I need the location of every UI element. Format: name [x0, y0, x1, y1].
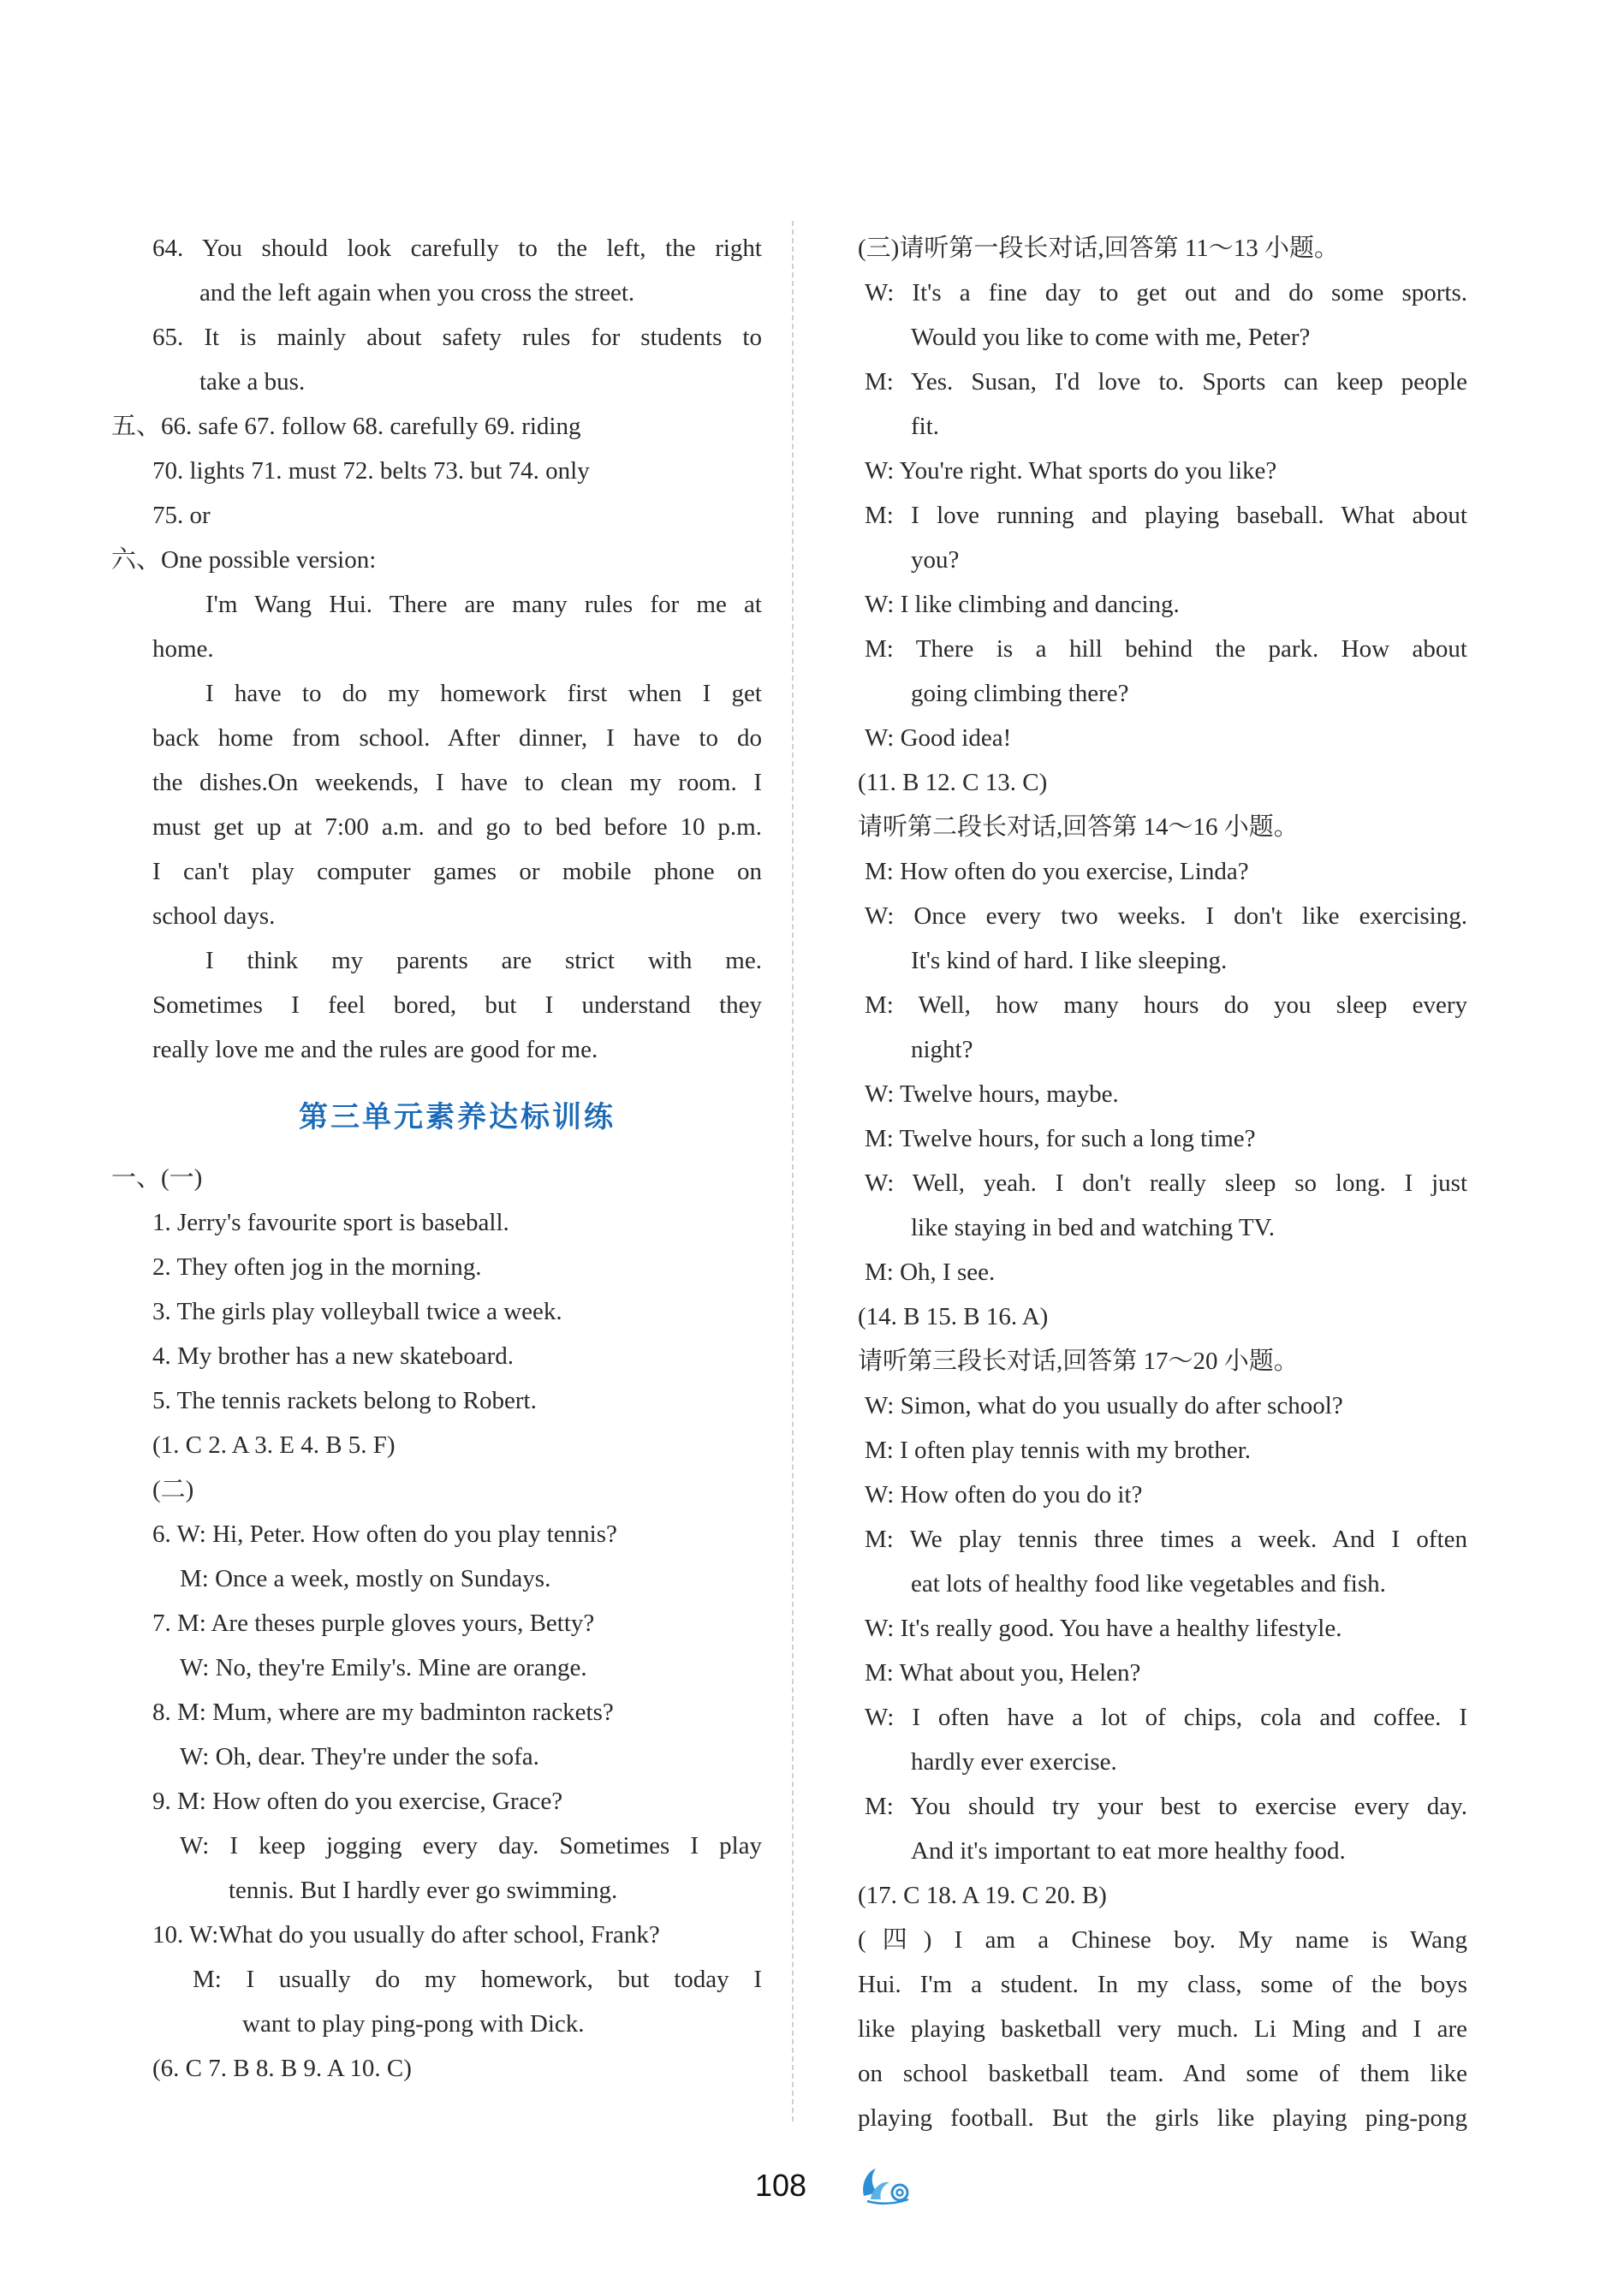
text-line: and the left again when you cross the street. — [199, 279, 635, 306]
text-line: W: I keep jogging every day. Sometimes I play — [180, 1832, 762, 1860]
text-line: 1. Jerry's favourite sport is baseball. — [152, 1209, 509, 1236]
left-column — [111, 226, 762, 2091]
text-line: night? — [911, 1036, 973, 1063]
text-line: W: You're right. What sports do you like? — [865, 457, 1277, 485]
text-line: M: Once a week, mostly on Sundays. — [180, 1565, 551, 1592]
text-line: W: Simon, what do you usually do after school? — [865, 1392, 1343, 1419]
text-line: like staying in bed and watching TV. — [911, 1214, 1276, 1241]
text-line: 8. M: Mum, where are my badminton rackets? — [152, 1699, 614, 1726]
text-line: playing football. But the girls like playing ping-pong — [858, 2104, 1467, 2132]
text-line: 9. M: How often do you exercise, Grace? — [152, 1788, 563, 1815]
text-line: (二) — [152, 1476, 194, 1503]
text-line: W: Once every two weeks. I don't like exercising. — [865, 902, 1467, 930]
text-line: M: How often do you exercise, Linda? — [865, 858, 1249, 885]
text-line: W: How often do you do it? — [865, 1481, 1143, 1508]
page-number: 108 — [755, 2168, 807, 2203]
text-line: want to play ping-pong with Dick. — [242, 2010, 585, 2038]
swirl-logo-icon — [859, 2162, 919, 2211]
text-line: fit. — [911, 413, 940, 440]
text-line: like playing basketball very much. Li Ming and I are — [858, 2015, 1467, 2043]
text-line: really love me and the rules are good for me. — [152, 1036, 598, 1063]
text-line: (三)请听第一段长对话,回答第 11～13 小题。 — [858, 235, 1339, 262]
right-column — [858, 226, 1467, 2140]
text-line: 五、66. safe 67. follow 68. carefully 69. riding — [111, 413, 581, 440]
text-line: 64. You should look carefully to the left, the right — [152, 235, 762, 262]
text-line: 65. It is mainly about safety rules for students to — [152, 324, 762, 351]
text-line: you? — [911, 546, 960, 574]
text-line: Hui. I'm a student. In my class, some of the boys — [858, 1971, 1467, 1998]
text-line: 一、(一) — [111, 1164, 203, 1192]
text-line: 六、One possible version: — [111, 546, 377, 574]
text-line: W: No, they're Emily's. Mine are orange. — [180, 1654, 587, 1681]
text-line: And it's important to eat more healthy food. — [911, 1837, 1346, 1865]
text-line: W: I like climbing and dancing. — [865, 591, 1180, 618]
text-line: M: You should try your best to exercise every day. — [865, 1793, 1467, 1820]
text-line: W: Oh, dear. They're under the sofa. — [180, 1743, 539, 1770]
text-line: 6. W: Hi, Peter. How often do you play tennis? — [152, 1520, 617, 1548]
text-line: W: Well, yeah. I don't really sleep so long. I just — [865, 1169, 1467, 1197]
text-line: going climbing there? — [911, 680, 1129, 707]
text-line: I think my parents are strict with me. — [205, 947, 762, 974]
text-line: 70. lights 71. must 72. belts 73. but 74. only — [152, 457, 590, 485]
text-line: M: Yes. Susan, I'd love to. Sports can keep people — [865, 368, 1467, 396]
text-line: 3. The girls play volleyball twice a week. — [152, 1298, 562, 1325]
column-divider — [792, 221, 794, 2121]
text-line: back home from school. After dinner, I have to do — [152, 724, 762, 752]
text-line: take a bus. — [199, 368, 306, 396]
text-line: M: We play tennis three times a week. And I often — [865, 1526, 1467, 1553]
text-line: 5. The tennis rackets belong to Robert. — [152, 1387, 537, 1414]
text-line: W: Good idea! — [865, 724, 1012, 752]
text-line: M: There is a hill behind the park. How about — [865, 635, 1467, 663]
text-line: W: It's really good. You have a healthy lifestyle. — [865, 1615, 1342, 1642]
text-line: I have to do my homework first when I get — [205, 680, 762, 707]
text-line: 请听第二段长对话,回答第 14～16 小题。 — [858, 813, 1299, 841]
text-line: eat lots of healthy food like vegetables and fish. — [911, 1570, 1386, 1598]
text-line: Would you like to come with me, Peter? — [911, 324, 1311, 351]
text-line: (11. B 12. C 13. C) — [858, 769, 1048, 796]
text-line: I'm Wang Hui. There are many rules for me at — [205, 591, 762, 618]
text-line: W: Twelve hours, maybe. — [865, 1080, 1119, 1108]
spacer — [111, 1072, 762, 1079]
text-line: 2. They often jog in the morning. — [152, 1253, 482, 1281]
text-line: I can't play computer games or mobile phone on — [152, 858, 762, 885]
text-line: 请听第三段长对话,回答第 17～20 小题。 — [858, 1348, 1299, 1375]
text-line: It's kind of hard. I like sleeping. — [911, 947, 1228, 974]
text-line: 75. or — [152, 502, 211, 529]
text-line: W: It's a fine day to get out and do some sports. — [865, 279, 1467, 306]
text-line: (6. C 7. B 8. B 9. A 10. C) — [152, 2055, 412, 2082]
text-line: Sometimes I feel bored, but I understand they — [152, 991, 762, 1019]
text-line: M: Twelve hours, for such a long time? — [865, 1125, 1256, 1152]
text-line: M: Well, how many hours do you sleep every — [865, 991, 1467, 1019]
text-line: (17. C 18. A 19. C 20. B) — [858, 1882, 1107, 1909]
unit-heading: 第三单元素养达标训练 — [299, 1100, 616, 1134]
text-line: M: I often play tennis with my brother. — [865, 1437, 1252, 1464]
text-line: school days. — [152, 902, 276, 930]
text-line: on school basketball team. And some of them like — [858, 2060, 1467, 2087]
text-line: must get up at 7:00 a.m. and go to bed before 10 p.m. — [152, 813, 762, 841]
text-line: M: I love running and playing baseball. What about — [865, 502, 1467, 529]
text-line: M: What about you, Helen? — [865, 1659, 1141, 1687]
text-line: M: Oh, I see. — [865, 1259, 996, 1286]
text-line: (14. B 15. B 16. A) — [858, 1303, 1049, 1330]
text-line: M: I usually do my homework, but today I — [193, 1966, 762, 1993]
text-line: 7. M: Are theses purple gloves yours, Betty? — [152, 1610, 595, 1637]
text-line: home. — [152, 635, 214, 663]
text-line: (1. C 2. A 3. E 4. B 5. F) — [152, 1431, 396, 1459]
text-line: 10. W:What do you usually do after school, Frank? — [152, 1921, 660, 1949]
text-line: W: I often have a lot of chips, cola and coffee. I — [865, 1704, 1467, 1731]
text-line: tennis. But I hardly ever go swimming. — [229, 1877, 618, 1904]
text-line: hardly ever exercise. — [911, 1748, 1117, 1776]
text-line: 4. My brother has a new skateboard. — [152, 1342, 514, 1370]
text-line: the dishes.On weekends, I have to clean my room. I — [152, 769, 762, 796]
text-line: (四) I am a Chinese boy. My name is Wang — [858, 1926, 1467, 1954]
